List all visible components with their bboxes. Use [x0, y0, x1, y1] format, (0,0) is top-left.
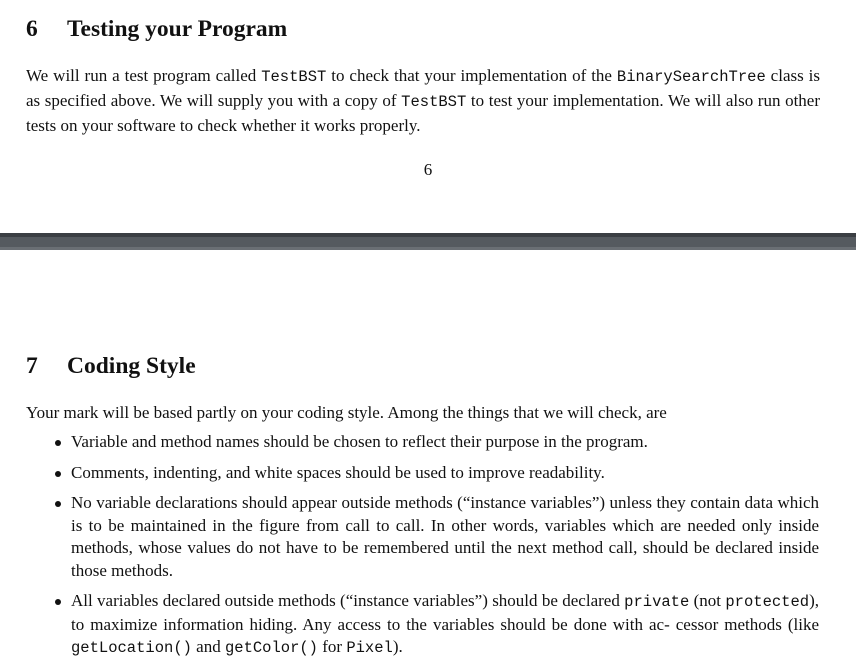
document-page-7: [0, 250, 856, 669]
text-run: and: [191, 637, 225, 656]
text-run: to test your implementation. We will also run other tests on your software to check whether it works properly.: [26, 91, 820, 135]
text-run: All variables declared outside methods (“instance variables”) should be declared: [71, 591, 625, 610]
page-number: 6: [423, 160, 433, 179]
code-testbst: TestBST: [261, 68, 327, 86]
list-item: [71, 431, 819, 454]
document-page-6: [0, 0, 856, 233]
text-run: We will run a test program called: [26, 66, 262, 85]
section-title: Coding Style: [67, 353, 196, 379]
coding-style-list: [0, 431, 856, 668]
text-run: (not: [689, 591, 726, 610]
section-heading-6: [26, 16, 287, 43]
list-item-text: Variable and method names should be chosen to reflect their purpose in the program.: [71, 432, 648, 451]
text-run: ), to maximize information hiding. Any access to the variables should be done with ac- cessor methods (like: [71, 591, 819, 634]
text-run: to check that your implementation of the: [326, 66, 617, 85]
list-item: [71, 462, 819, 485]
section-heading-7: [26, 353, 196, 380]
section-number: 6: [26, 16, 38, 42]
list-item: [71, 492, 819, 582]
bullet-icon: [55, 501, 61, 507]
list-item-text: Comments, indenting, and white spaces should be used to improve readability.: [71, 462, 605, 482]
section-title: Testing your Program: [67, 16, 288, 42]
section-6-paragraph: [26, 64, 820, 137]
bullet-icon: [55, 599, 61, 605]
code-testbst: TestBST: [401, 93, 467, 111]
code-pixel: Pixel: [346, 639, 393, 657]
list-item-text: No variable declarations should appear outside methods (“instance variables”) unless they contain data which is to be maintained in the figure from call to call. In other words, variables which are needed only inside methods, whose values do not have to be remembered until the next method call, should be declared inside those methods.: [71, 493, 819, 580]
code-getlocation: getLocation(): [71, 639, 192, 657]
bullet-icon: [55, 471, 61, 477]
text-run: class is as specified above. We will supply you with a copy of: [26, 66, 820, 110]
text-run: ).: [392, 637, 403, 656]
section-number: 7: [26, 353, 38, 379]
code-private: private: [624, 593, 690, 611]
page-separator: [0, 233, 856, 250]
bullet-icon: [55, 440, 61, 446]
code-getcolor: getColor(): [224, 639, 318, 657]
section-7-intro: Your mark will be based partly on your coding style. Among the things that we will check, are: [26, 403, 667, 422]
code-binarysearchtree: BinarySearchTree: [616, 68, 766, 86]
list-item: [71, 590, 819, 660]
text-run: for: [317, 637, 347, 656]
code-protected: protected: [725, 593, 810, 611]
